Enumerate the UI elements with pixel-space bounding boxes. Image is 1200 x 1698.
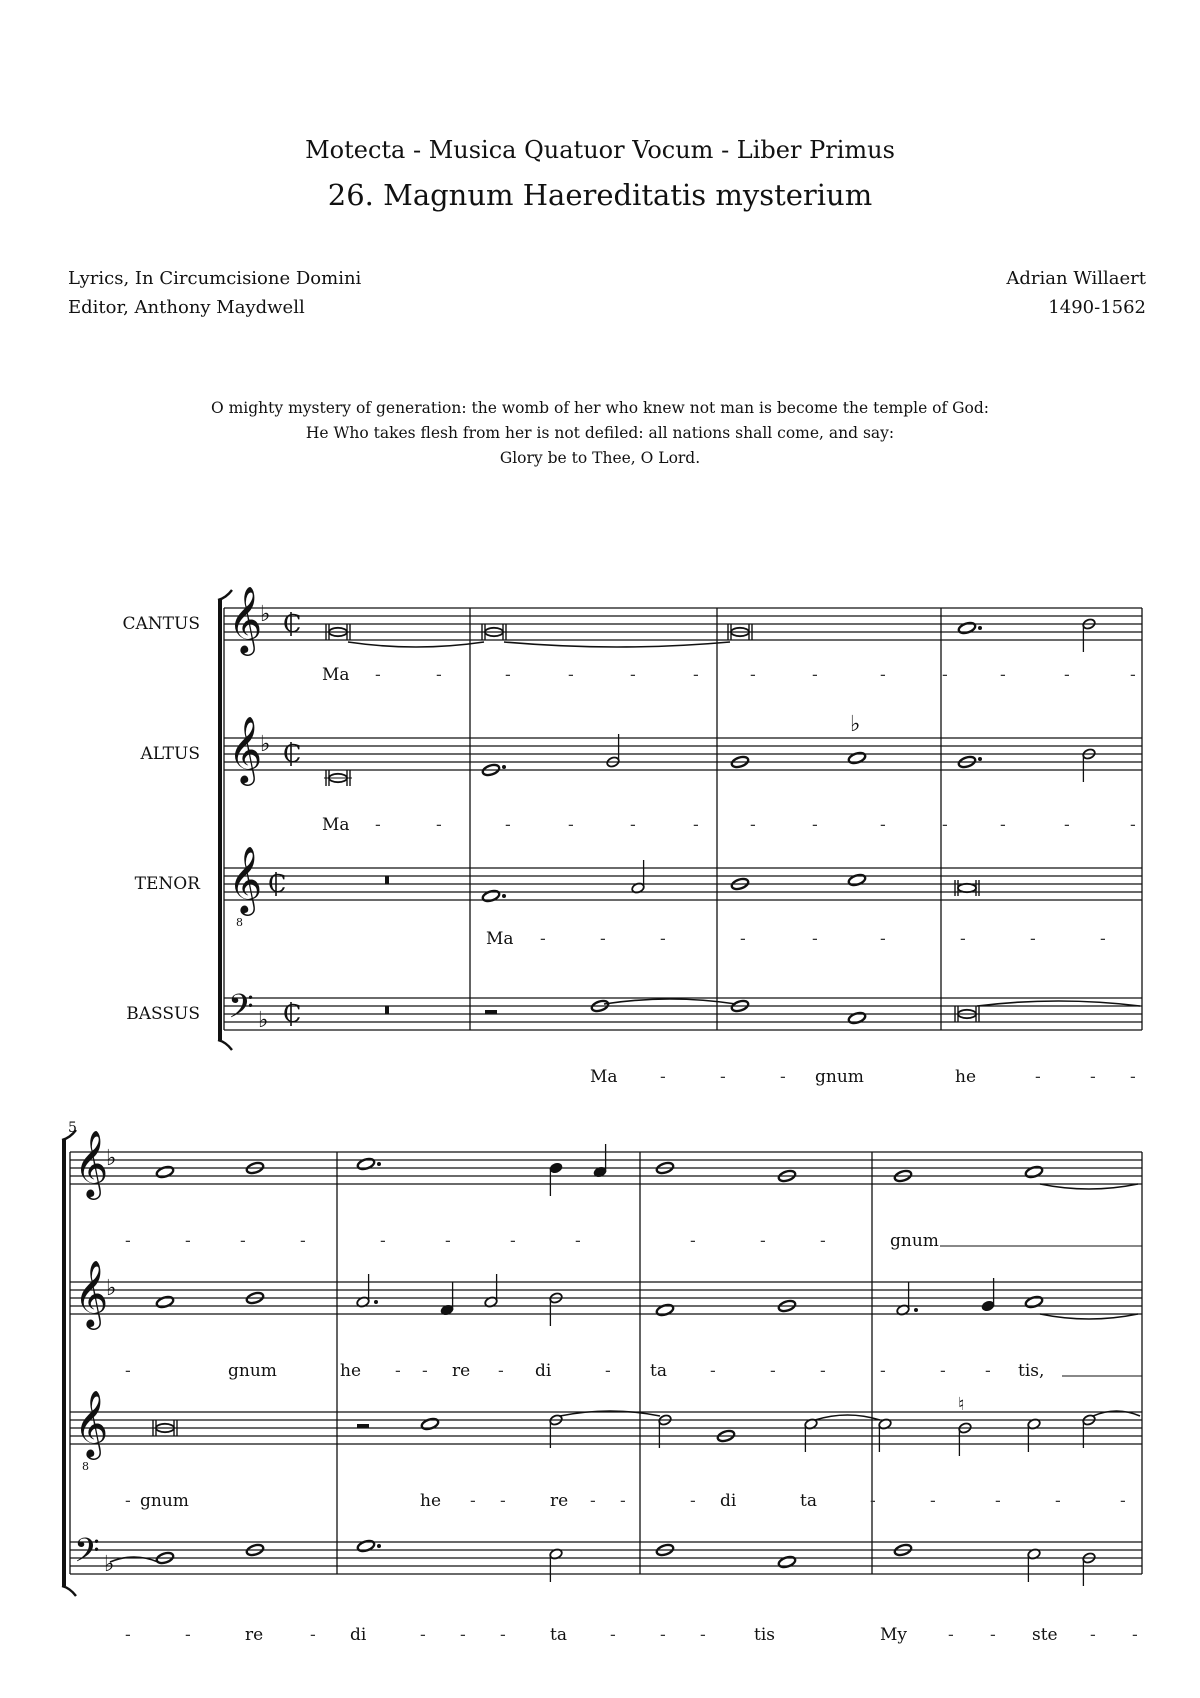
lyric-hyphen: - bbox=[310, 1625, 316, 1645]
treble-clef: 𝄞 bbox=[228, 585, 263, 653]
breve-rest bbox=[385, 1006, 389, 1014]
lyric-hyphen: - bbox=[125, 1491, 131, 1511]
octave-mark: 8 bbox=[82, 1460, 89, 1473]
lyric-hyphen: - bbox=[605, 1361, 611, 1381]
lyric-hyphen: - bbox=[812, 815, 818, 835]
whole-note bbox=[958, 621, 977, 635]
voice-label-cantus: CANTUS bbox=[122, 614, 200, 634]
cut-time-sign: C bbox=[268, 870, 287, 898]
whole-note bbox=[848, 751, 867, 765]
lyric-hyphen: - bbox=[1064, 815, 1070, 835]
lyric-hyphen: - bbox=[125, 1231, 131, 1251]
lyric-syllable: Ma bbox=[486, 929, 514, 949]
natural-sign: ♮ bbox=[958, 1394, 965, 1415]
breve-note bbox=[958, 884, 976, 892]
treble-clef: 𝄞 bbox=[228, 845, 263, 913]
lyric-hyphen: - bbox=[720, 1067, 726, 1087]
dot bbox=[374, 1300, 378, 1304]
lyric-hyphen: - bbox=[1000, 815, 1006, 835]
composer-dates: 1490-1562 bbox=[1048, 297, 1146, 318]
lyric-hyphen: - bbox=[620, 1491, 626, 1511]
lyric-hyphen: - bbox=[568, 815, 574, 835]
translation-line-3: Glory be to Thee, O Lord. bbox=[499, 449, 701, 467]
octave-mark: 8 bbox=[236, 916, 243, 929]
whole-note bbox=[156, 1295, 175, 1309]
lyric-hyphen: - bbox=[445, 1231, 451, 1251]
tie-curve bbox=[1040, 1184, 1138, 1189]
lyric-hyphen: - bbox=[1130, 665, 1136, 685]
lyric-hyphen: - bbox=[880, 815, 886, 835]
lyric-hyphen: - bbox=[1132, 1625, 1138, 1645]
lyric-syllable: he bbox=[955, 1067, 977, 1087]
dot bbox=[978, 626, 982, 630]
lyric-hyphen: - bbox=[1030, 929, 1036, 949]
dot bbox=[377, 1162, 381, 1166]
lyric-hyphen: - bbox=[185, 1231, 191, 1251]
lyric-hyphen: - bbox=[1130, 1067, 1136, 1087]
lyric-syllable: gnum bbox=[228, 1361, 277, 1381]
editor-credit: Editor, Anthony Maydwell bbox=[68, 297, 305, 318]
collection-title: Motecta - Musica Quatuor Vocum - Liber Primus bbox=[305, 136, 895, 164]
lyric-syllable: tis, bbox=[1018, 1361, 1045, 1381]
lyric-syllable: re bbox=[550, 1491, 569, 1511]
lyric-hyphen: - bbox=[600, 929, 606, 949]
lyric-hyphen: - bbox=[436, 665, 442, 685]
lyric-hyphen: - bbox=[470, 1491, 476, 1511]
lyric-hyphen: - bbox=[540, 929, 546, 949]
lyric-hyphen: - bbox=[630, 665, 636, 685]
lyric-hyphen: - bbox=[610, 1625, 616, 1645]
tie-curve bbox=[348, 642, 484, 647]
lyric-syllable: Ma bbox=[322, 815, 350, 835]
lyric-hyphen: - bbox=[942, 665, 948, 685]
tie-curve bbox=[977, 1001, 1140, 1006]
treble-clef: 𝄞 bbox=[74, 1129, 109, 1197]
lyric-hyphen: - bbox=[690, 1231, 696, 1251]
whole-note bbox=[778, 1555, 797, 1569]
lyric-syllable: re bbox=[452, 1361, 471, 1381]
voice-label-altus: ALTUS bbox=[140, 744, 200, 764]
lyric-syllable: ste bbox=[1032, 1625, 1058, 1645]
lyric-hyphen: - bbox=[1055, 1491, 1061, 1511]
lyric-hyphen: - bbox=[760, 1231, 766, 1251]
lyric-hyphen: - bbox=[1035, 1067, 1041, 1087]
lyric-hyphen: - bbox=[1090, 1625, 1096, 1645]
lyric-hyphen: - bbox=[510, 1231, 516, 1251]
lyric-hyphen: - bbox=[812, 665, 818, 685]
whole-rest bbox=[357, 1424, 369, 1428]
lyric-syllable: tis bbox=[754, 1625, 775, 1645]
lyric-syllable: My bbox=[880, 1625, 908, 1645]
lyric-hyphen: - bbox=[880, 665, 886, 685]
lyric-hyphen: - bbox=[880, 929, 886, 949]
lyric-hyphen: - bbox=[660, 1067, 666, 1087]
lyric-hyphen: - bbox=[575, 1231, 581, 1251]
lyric-hyphen: - bbox=[1064, 665, 1070, 685]
lyric-hyphen: - bbox=[940, 1361, 946, 1381]
lyric-hyphen: - bbox=[985, 1361, 991, 1381]
lyric-hyphen: - bbox=[505, 815, 511, 835]
flat-sign: ♭ bbox=[260, 732, 271, 757]
dot bbox=[978, 757, 982, 761]
lyric-hyphen: - bbox=[498, 1361, 504, 1381]
lyric-hyphen: - bbox=[375, 815, 381, 835]
lyric-syllable: gnum bbox=[815, 1067, 864, 1087]
lyric-hyphen: - bbox=[690, 1491, 696, 1511]
lyric-hyphen: - bbox=[960, 929, 966, 949]
lyric-hyphen: - bbox=[820, 1231, 826, 1251]
lyric-syllable: di bbox=[350, 1625, 367, 1645]
cut-time-sign: C bbox=[283, 1000, 302, 1028]
whole-note bbox=[1025, 1295, 1044, 1309]
lyric-hyphen: - bbox=[750, 665, 756, 685]
lyric-hyphen: - bbox=[125, 1625, 131, 1645]
voice-label-tenor: TENOR bbox=[134, 874, 200, 894]
lyric-syllable: Ma bbox=[322, 665, 350, 685]
bracket-hook bbox=[218, 1040, 232, 1050]
lyric-hyphen: - bbox=[1130, 815, 1136, 835]
lyric-hyphen: - bbox=[505, 665, 511, 685]
tie-curve bbox=[604, 999, 736, 1004]
lyric-hyphen: - bbox=[995, 1491, 1001, 1511]
whole-note bbox=[357, 1539, 376, 1553]
treble-clef: 𝄞 bbox=[228, 715, 263, 783]
composer-name: Adrian Willaert bbox=[1006, 268, 1146, 289]
whole-note bbox=[1025, 1165, 1044, 1179]
flat-sign: ♭ bbox=[260, 602, 271, 627]
lyric-syllable: he bbox=[420, 1491, 442, 1511]
lyric-hyphen: - bbox=[568, 665, 574, 685]
dot bbox=[377, 1544, 381, 1548]
measure-number: 5 bbox=[68, 1120, 77, 1136]
flat-sign: ♭ bbox=[258, 1008, 269, 1033]
lyric-syllable: gnum bbox=[140, 1491, 189, 1511]
lyric-syllable: ta bbox=[800, 1491, 817, 1511]
lyric-hyphen: - bbox=[693, 665, 699, 685]
lyric-hyphen: - bbox=[948, 1625, 954, 1645]
whole-note bbox=[156, 1165, 175, 1179]
lyric-hyphen: - bbox=[740, 929, 746, 949]
whole-note bbox=[482, 889, 501, 903]
lyric-hyphen: - bbox=[770, 1361, 776, 1381]
lyric-hyphen: - bbox=[1000, 665, 1006, 685]
lyric-syllable: he bbox=[340, 1361, 362, 1381]
lyric-hyphen: - bbox=[660, 1625, 666, 1645]
bracket-hook bbox=[62, 1586, 76, 1596]
whole-rest bbox=[485, 1010, 497, 1014]
lyric-hyphen: - bbox=[942, 815, 948, 835]
lyric-hyphen: - bbox=[460, 1625, 466, 1645]
lyric-hyphen: - bbox=[870, 1491, 876, 1511]
lyric-hyphen: - bbox=[125, 1361, 131, 1381]
lyric-hyphen: - bbox=[780, 1067, 786, 1087]
lyric-hyphen: - bbox=[820, 1361, 826, 1381]
lyric-hyphen: - bbox=[185, 1625, 191, 1645]
lyric-hyphen: - bbox=[990, 1625, 996, 1645]
flat-sign: ♭ bbox=[106, 1146, 117, 1171]
lyric-hyphen: - bbox=[500, 1625, 506, 1645]
translation-line-2: He Who takes flesh from her is not defiled: all nations shall come, and say: bbox=[305, 424, 895, 442]
lyric-hyphen: - bbox=[930, 1491, 936, 1511]
lyric-hyphen: - bbox=[750, 815, 756, 835]
flat-sign: ♭ bbox=[850, 712, 861, 737]
lyric-hyphen: - bbox=[1100, 929, 1106, 949]
dot bbox=[914, 1308, 918, 1312]
dot bbox=[502, 765, 506, 769]
lyric-hyphen: - bbox=[240, 1231, 246, 1251]
lyric-syllable: re bbox=[245, 1625, 264, 1645]
translation-line-1: O mighty mystery of generation: the womb of her who knew not man is become the temple of God: bbox=[210, 399, 990, 417]
lyric-syllable: di bbox=[535, 1361, 552, 1381]
lyrics-credit: Lyrics, In Circumcisione Domini bbox=[68, 268, 362, 289]
treble-clef: 𝄞 bbox=[74, 1389, 109, 1457]
lyric-hyphen: - bbox=[300, 1231, 306, 1251]
lyric-syllable: Ma bbox=[590, 1067, 618, 1087]
flat-sign: ♭ bbox=[104, 1552, 115, 1577]
whole-note bbox=[848, 873, 867, 887]
lyric-hyphen: - bbox=[1090, 1067, 1096, 1087]
treble-clef: 𝄞 bbox=[74, 1259, 109, 1327]
lyric-hyphen: - bbox=[500, 1491, 506, 1511]
lyric-syllable: gnum bbox=[890, 1231, 939, 1251]
lyric-hyphen: - bbox=[812, 929, 818, 949]
flat-sign: ♭ bbox=[106, 1276, 117, 1301]
bass-clef: 𝄢 bbox=[228, 988, 254, 1034]
tie-curve bbox=[504, 642, 730, 647]
voice-label-bassus: BASSUS bbox=[126, 1004, 200, 1024]
lyric-hyphen: - bbox=[422, 1361, 428, 1381]
whole-note bbox=[421, 1417, 440, 1431]
lyric-syllable: di bbox=[720, 1491, 737, 1511]
cut-time-sign: C bbox=[283, 610, 302, 638]
whole-note bbox=[848, 1011, 867, 1025]
lyric-syllable: ta bbox=[650, 1361, 667, 1381]
bass-clef: 𝄢 bbox=[74, 1532, 100, 1578]
lyric-syllable: ta bbox=[550, 1625, 567, 1645]
lyric-hyphen: - bbox=[375, 665, 381, 685]
lyric-hyphen: - bbox=[700, 1625, 706, 1645]
dot bbox=[502, 894, 506, 898]
lyric-hyphen: - bbox=[420, 1625, 426, 1645]
lyric-hyphen: - bbox=[590, 1491, 596, 1511]
lyric-hyphen: - bbox=[630, 815, 636, 835]
lyric-hyphen: - bbox=[710, 1361, 716, 1381]
lyric-hyphen: - bbox=[880, 1361, 886, 1381]
lyric-hyphen: - bbox=[436, 815, 442, 835]
lyric-hyphen: - bbox=[660, 929, 666, 949]
lyric-hyphen: - bbox=[395, 1361, 401, 1381]
tie-curve bbox=[815, 1415, 880, 1420]
cut-time-sign: C bbox=[283, 740, 302, 768]
lyric-hyphen: - bbox=[380, 1231, 386, 1251]
breve-rest bbox=[385, 876, 389, 884]
piece-title: 26. Magnum Haereditatis mysterium bbox=[327, 178, 873, 212]
whole-note bbox=[656, 1303, 675, 1317]
lyric-hyphen: - bbox=[693, 815, 699, 835]
whole-note bbox=[357, 1157, 376, 1171]
tie-curve bbox=[1040, 1314, 1138, 1319]
lyric-hyphen: - bbox=[1120, 1491, 1126, 1511]
